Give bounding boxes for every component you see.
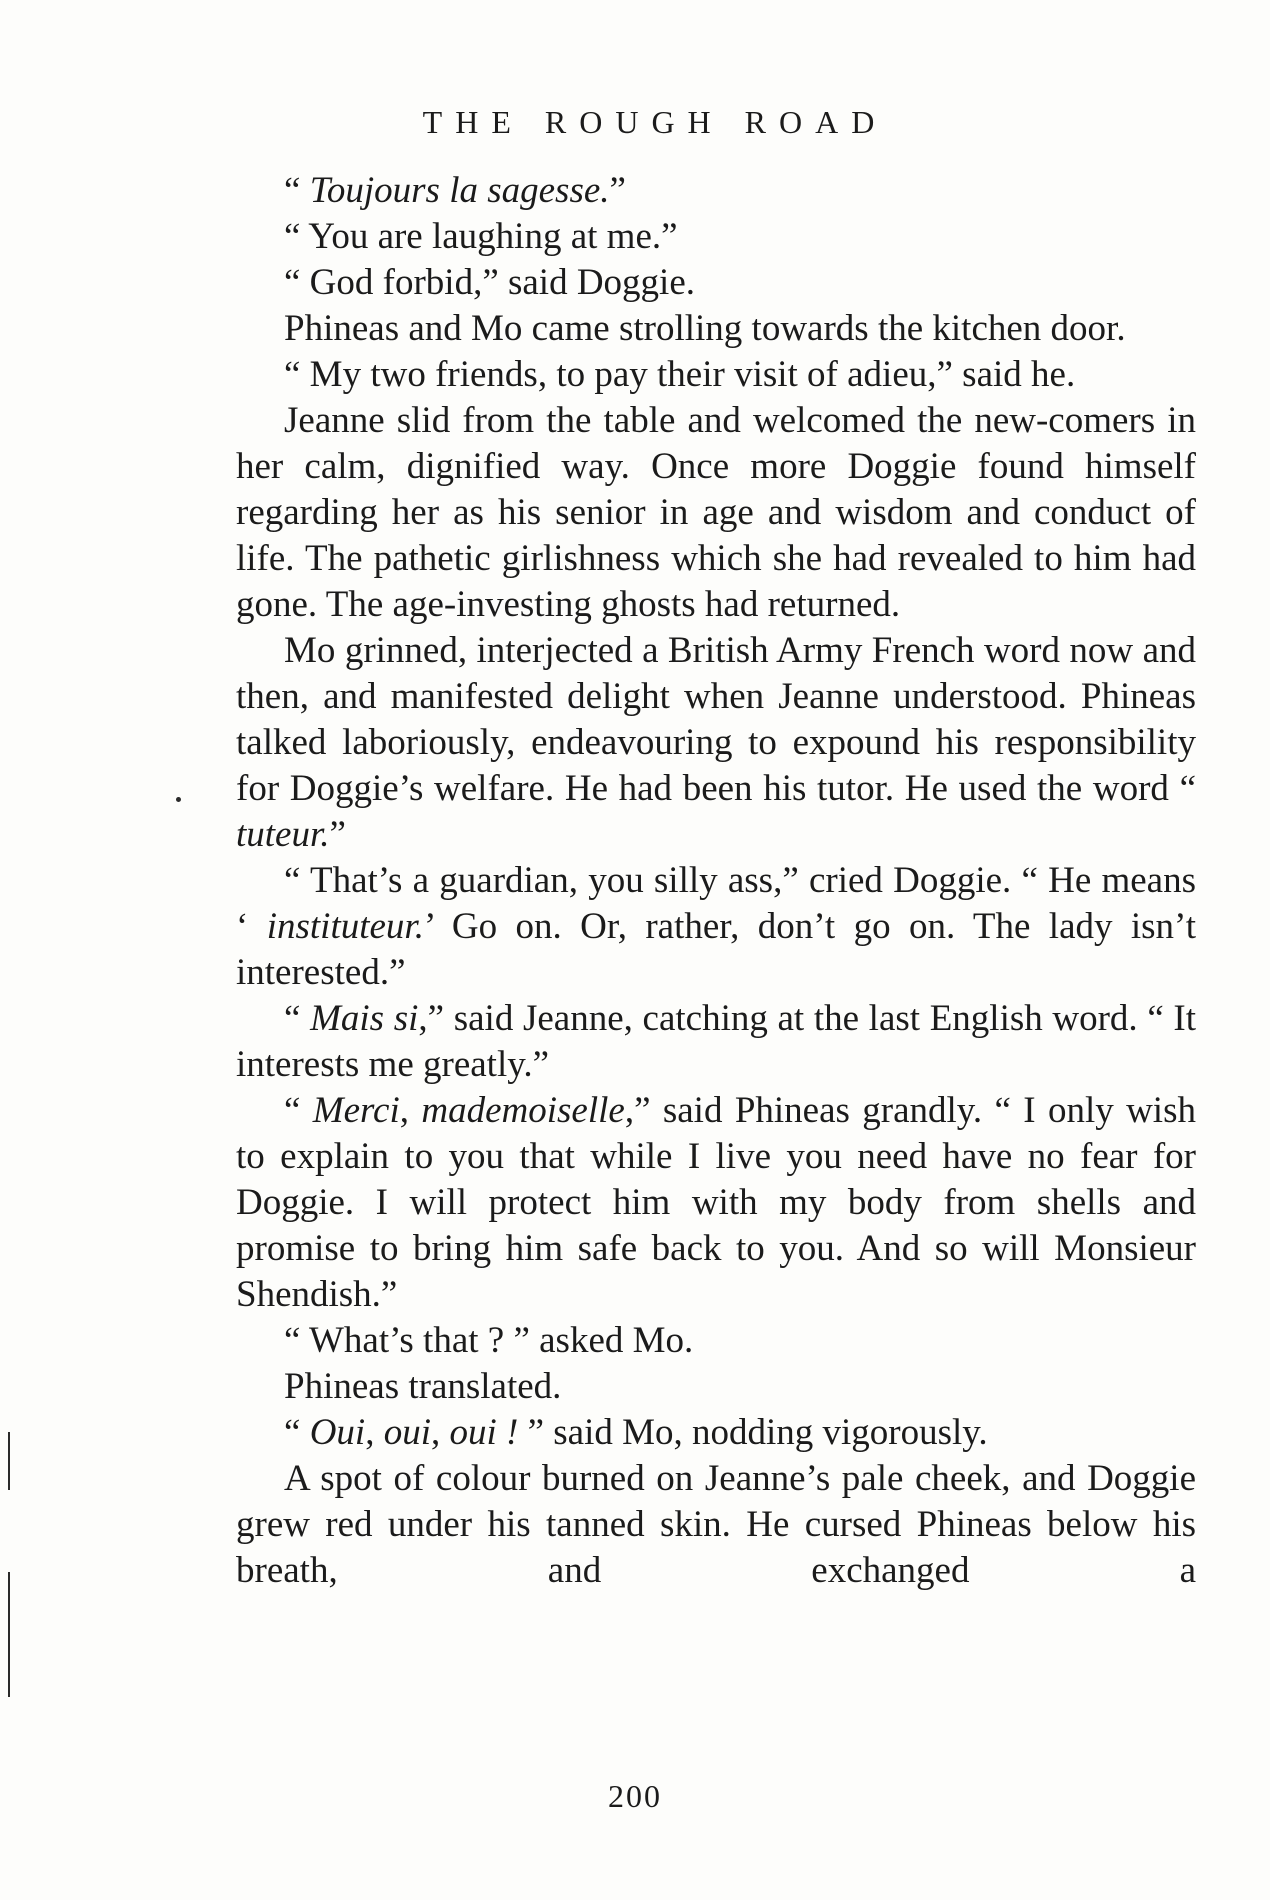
- text-run: “ What’s that ? ” asked Mo.: [284, 1320, 694, 1361]
- text-run: ,: [430, 1412, 450, 1453]
- paragraph: [236, 398, 1196, 628]
- paragraph: [236, 1410, 1196, 1456]
- italic-text: Oui: [309, 1412, 366, 1453]
- paragraph: [236, 1364, 1196, 1410]
- paragraph: [236, 352, 1196, 398]
- paragraph: [236, 1456, 1196, 1594]
- text-run: ,: [399, 1090, 422, 1131]
- text-run: A spot of colour burned on Jeanne’s pale cheek, and Doggie grew red under his tanned skin. He cursed Phineas below his breath, and exchanged a: [236, 1458, 1196, 1591]
- italic-text: oui: [383, 1412, 431, 1453]
- italic-text: tuteur.: [236, 814, 330, 855]
- margin-dot: [176, 797, 181, 802]
- text-run: “ You are laughing at me.”: [284, 216, 678, 257]
- italic-text: Mais si: [310, 998, 419, 1039]
- text-run: “: [284, 1090, 313, 1131]
- text-run: ” said Mo, nodding vigorously.: [518, 1412, 988, 1453]
- italic-text: Merci: [312, 1090, 400, 1131]
- page-number: 200: [608, 1778, 662, 1814]
- paragraph: [236, 996, 1196, 1088]
- text-run: ”: [609, 170, 626, 211]
- italic-text: oui !: [449, 1412, 519, 1453]
- paragraph: [236, 260, 1196, 306]
- text-run: “: [284, 998, 311, 1039]
- paragraph: [236, 168, 1196, 214]
- text-run: “: [284, 1412, 310, 1453]
- text-run: “ God forbid,” said Doggie.: [284, 262, 696, 303]
- paragraph: [236, 214, 1196, 260]
- text-run: ,” said Phineas grandly. “ I only wish to explain to you that while I live you need have no fear for Doggie. I will protect him with my body from shells and promise to bring him safe back to you. And so will Monsieur Shendish.”: [236, 1090, 1196, 1315]
- text-run: “ That’s a guardian, you silly ass,” cried Doggie. “ He means ‘: [236, 860, 1196, 947]
- paragraph: [236, 306, 1196, 352]
- text-run: Phineas and Mo came strolling towards the kitchen door.: [284, 308, 1126, 349]
- text-run: Jeanne slid from the table and welcomed the new-comers in her calm, dignified way. Once more Doggie found himself regarding her as his senior in age and wisdom and conduct of life. The pathetic girlishness which she had revealed to him had gone. The age-investing ghosts had returned.: [236, 400, 1196, 625]
- text-run: Mo grinned, interjected a British Army French word now and then, and manifested delight when Jeanne understood. Phineas talked laboriously, endeavouring to expound his responsibility for Doggie’s welfare. He had been his tutor. He used the word “: [236, 630, 1196, 809]
- body-text: [236, 168, 1196, 1594]
- text-run: ”: [329, 814, 346, 855]
- text-run: ’ Go on. Or, rather, don’t go on. The lady isn’t interested.”: [236, 906, 1196, 993]
- paragraph: [236, 858, 1196, 996]
- text-run: Phineas translated.: [284, 1366, 562, 1407]
- italic-text: instituteur.: [266, 906, 424, 947]
- text-run: ,: [365, 1412, 384, 1453]
- paragraph: [236, 628, 1196, 858]
- text-run: ,” said Jeanne, catching at the last English word. “ It interests me greatly.”: [236, 998, 1196, 1085]
- text-run: “: [284, 170, 310, 211]
- margin-rule: [8, 1432, 10, 1490]
- italic-text: mademoiselle: [421, 1090, 625, 1131]
- paragraph: [236, 1318, 1196, 1364]
- paragraph: [236, 1088, 1196, 1318]
- italic-text: Toujours la sagesse.: [309, 170, 610, 211]
- running-head: THE ROUGH ROAD: [422, 104, 888, 140]
- margin-rule: [8, 1572, 10, 1697]
- text-run: “ My two friends, to pay their visit of adieu,” said he.: [284, 354, 1076, 395]
